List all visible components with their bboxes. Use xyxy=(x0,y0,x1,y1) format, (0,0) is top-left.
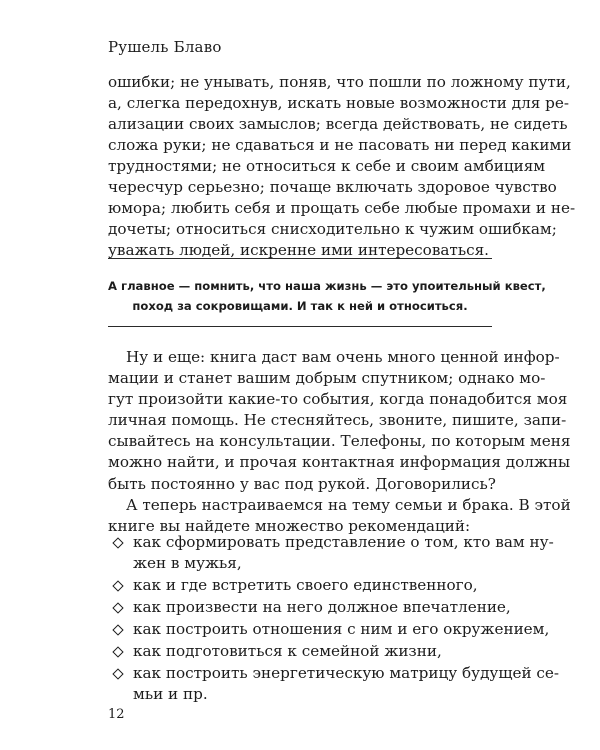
text-line: сложа руки; не сдаваться и не пасовать ни перед какими xyxy=(108,136,572,154)
list-item xyxy=(108,663,560,706)
text-line: Ну и еще: книга даст вам очень много ценной инфор- xyxy=(126,348,560,366)
list-item xyxy=(108,619,550,640)
diamond-bullet-icon xyxy=(112,646,123,657)
list-item xyxy=(108,597,511,618)
text-line: книге вы найдете множество рекомендаций: xyxy=(108,516,471,535)
diamond-bullet-icon xyxy=(112,624,123,635)
list-item-line: жен в мужья, xyxy=(133,554,242,573)
list-item xyxy=(108,532,554,575)
text-line: чересчур серьезно; почаще включать здоровое чувство xyxy=(108,178,557,196)
list-item xyxy=(108,641,492,662)
callout-line: поход за сокровищами. И так к ней и относиться. xyxy=(132,299,468,313)
callout-quote xyxy=(108,276,546,316)
text-line: трудностями; не относиться к себе и своим амбициям xyxy=(108,157,546,175)
text-line: можно найти, и прочая контактная информация должны xyxy=(108,453,571,472)
text-line: А теперь настраиваемся на тему семьи и брака. В этой xyxy=(126,495,571,514)
text-line: ошибки; не унывать, поняв, что пошли по ложному пути, xyxy=(108,73,571,91)
diamond-bullet-icon xyxy=(112,537,123,548)
text-line: быть постоянно у вас под рукой. Договорились? xyxy=(108,474,496,493)
text-line: юмора; любить себя и прощать себе любые промахи и не- xyxy=(108,199,576,217)
text-line: личная помощь. Не стесняйтесь, звоните, пишите, запи- xyxy=(108,411,567,430)
diamond-bullet-icon xyxy=(112,581,123,592)
list-item-line: как произвести на него должное впечатление, xyxy=(133,598,511,617)
text-line: ализации своих замыслов; всегда действовать, не сидеть xyxy=(108,115,568,133)
text-line: уважать людей, искренне ими интересоваться. xyxy=(108,241,490,259)
running-head: Рушель Блаво xyxy=(108,38,222,56)
diamond-bullet-icon xyxy=(112,603,123,614)
callout-rule-bottom xyxy=(108,326,492,327)
list-item-line: как построить отношения с ним и его окружением, xyxy=(133,620,550,639)
text-line: дочеты; относиться снисходительно к чужим ошибкам; xyxy=(108,220,557,238)
list-item-line: как сформировать представление о том, кто вам ну- xyxy=(133,533,554,551)
text-line: а, слегка передохнув, искать новые возможности для ре- xyxy=(108,94,570,112)
text-line: гут произойти какие-то события, когда понадобится моя xyxy=(108,390,568,409)
list-item-line: как построить энергетическую матрицу будущей се- xyxy=(133,663,560,682)
text-line: мации и станет вашим добрым спутником; однако мо- xyxy=(108,369,546,388)
text-line: сывайтесь на консультации. Телефоны, по которым меня xyxy=(108,432,571,451)
page-number: 12 xyxy=(108,707,125,722)
body-paragraphs xyxy=(108,347,571,537)
callout-line: А главное — помнить, что наша жизнь — это упоительный квест, xyxy=(108,279,546,293)
recommendations-list xyxy=(108,532,560,706)
list-item xyxy=(108,575,492,596)
list-item-line: мьи и пр. xyxy=(133,685,208,704)
list-item-line: как и где встретить своего единственного, xyxy=(133,576,478,595)
callout-rule-top xyxy=(108,258,492,259)
list-item-line: как подготовиться к семейной жизни, xyxy=(133,642,442,661)
diamond-bullet-icon xyxy=(112,668,123,679)
intro-paragraph xyxy=(108,72,576,261)
